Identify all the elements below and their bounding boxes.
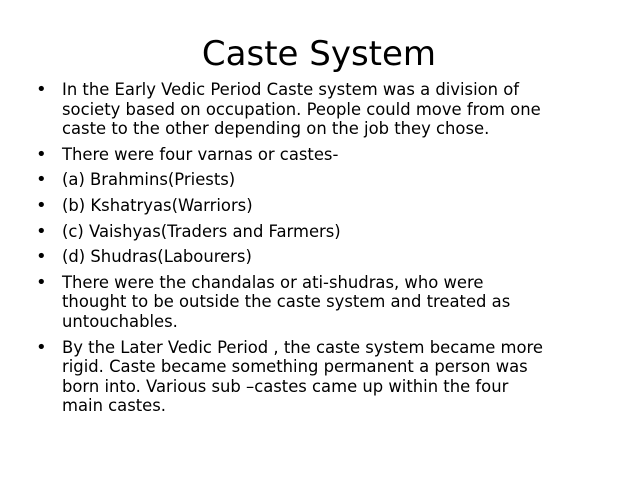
bullet-text-line: society based on occupation. People could move from one bbox=[62, 99, 541, 119]
bullet-text-line: By the Later Vedic Period , the caste system became more bbox=[62, 337, 543, 357]
bullet-text-line: thought to be outside the caste system and treated as bbox=[62, 292, 511, 312]
bullet-text-line: caste to the other depending on the job they chose. bbox=[62, 119, 490, 139]
bullet-text-line: There were four varnas or castes- bbox=[62, 144, 339, 164]
bullet-icon: • bbox=[36, 246, 47, 268]
bullet-text-line: (a) Brahmins(Priests) bbox=[62, 170, 236, 190]
bullet-text-line: There were the chandalas or ati-shudras, who were bbox=[62, 272, 484, 292]
bullet-text-line: rigid. Caste became something permanent a person was bbox=[62, 357, 528, 377]
bullet-text-line: main castes. bbox=[62, 396, 167, 416]
bullet-item bbox=[36, 338, 616, 416]
bullet-text-line: (d) Shudras(Labourers) bbox=[62, 247, 252, 267]
bullet-text-line: (c) Vaishyas(Traders and Farmers) bbox=[62, 221, 341, 241]
bullet-item bbox=[36, 80, 616, 139]
bullet-list bbox=[36, 80, 616, 422]
bullet-item bbox=[36, 247, 616, 267]
bullet-text-line: born into. Various sub –castes came up within the four bbox=[62, 376, 509, 396]
bullet-item bbox=[36, 170, 616, 190]
bullet-icon: • bbox=[36, 271, 47, 293]
bullet-icon: • bbox=[36, 169, 47, 191]
bullet-text-line: In the Early Vedic Period Caste system was a division of bbox=[62, 80, 520, 99]
bullet-icon: • bbox=[36, 143, 47, 165]
bullet-item bbox=[36, 273, 616, 332]
bullet-text-line: untouchables. bbox=[62, 311, 178, 331]
bullet-icon: • bbox=[36, 79, 47, 100]
bullet-icon: • bbox=[36, 336, 47, 358]
bullet-item bbox=[36, 145, 616, 165]
bullet-icon: • bbox=[36, 220, 47, 242]
bullet-text-line: (b) Kshatryas(Warriors) bbox=[62, 195, 253, 215]
slide-title: Caste System bbox=[201, 34, 437, 74]
bullet-item bbox=[36, 196, 616, 216]
bullet-icon: • bbox=[36, 194, 47, 216]
bullet-item bbox=[36, 222, 616, 242]
